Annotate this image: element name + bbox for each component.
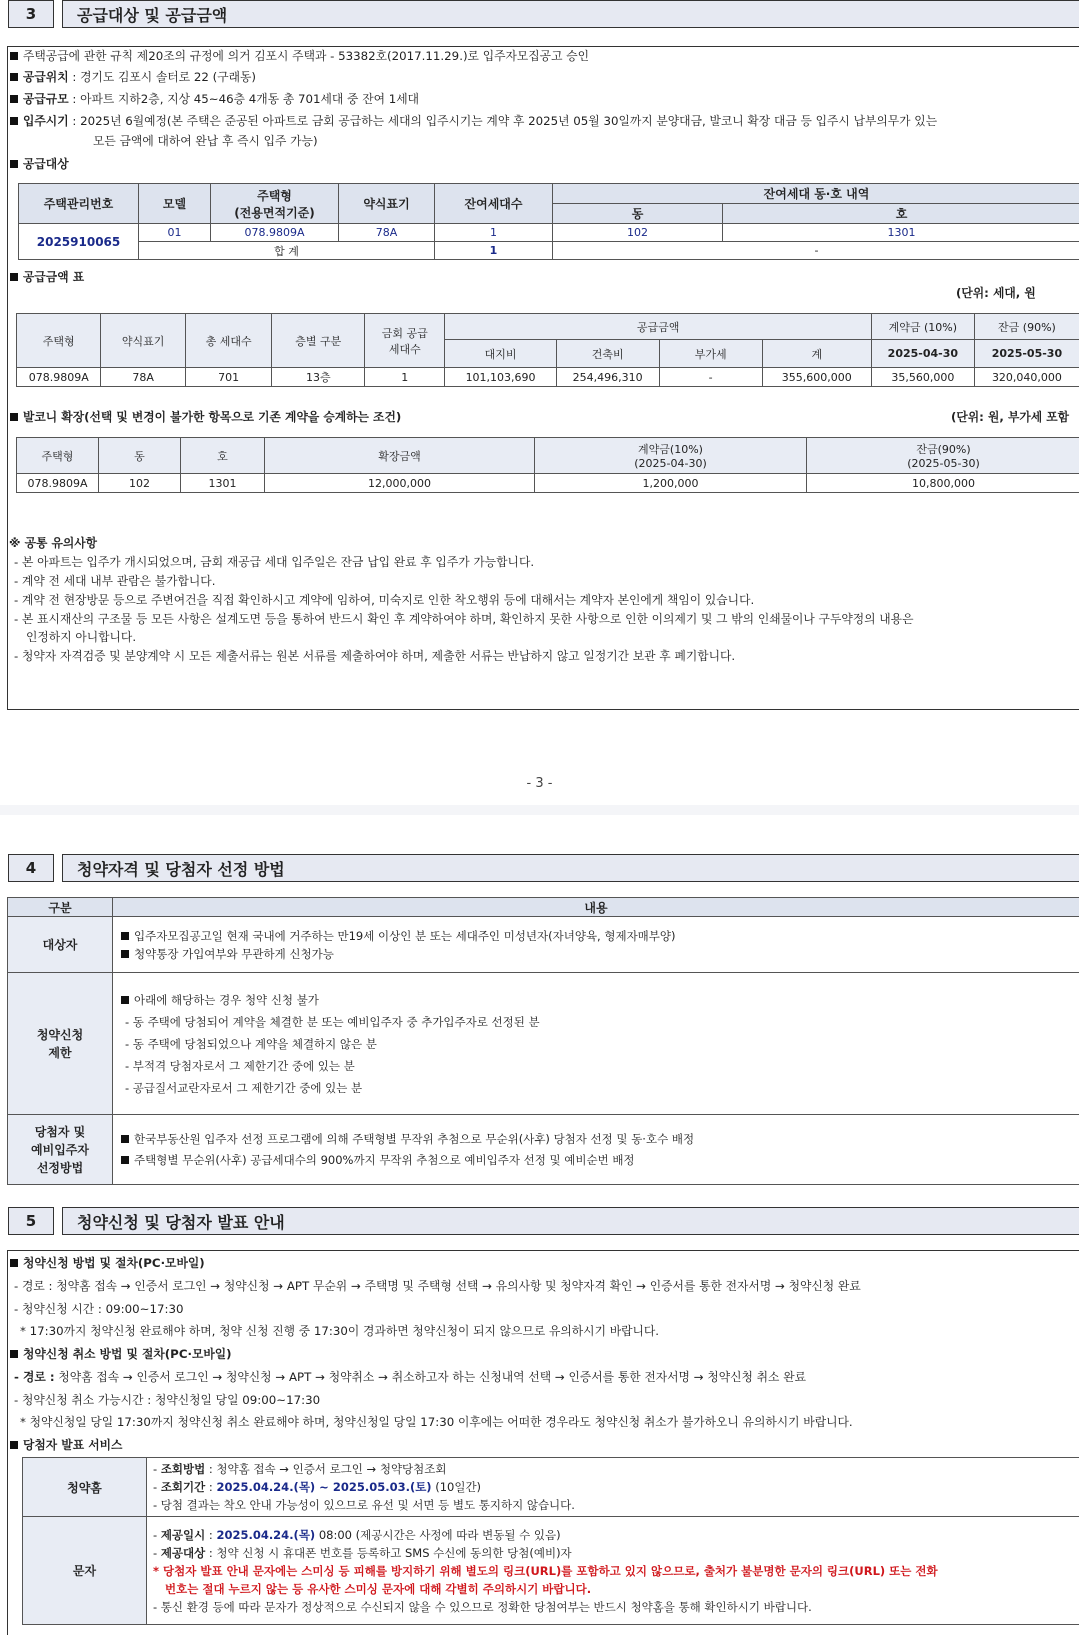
- apply-note: * 17:30까지 청약신청 완료해야 하며, 청약 신청 진행 중 17:30이 경과하면 청약신청이 되지 않으므로 유의하시기 바랍니다.: [20, 1324, 660, 1338]
- cell-sum-label: 합 계: [139, 242, 435, 260]
- row-target-label: 대상자: [8, 917, 113, 973]
- th-type: 주택형 (전용면적기준): [211, 184, 339, 224]
- cell-model: 01: [139, 224, 211, 242]
- scale-line: 공급규모 : 아파트 지하2층, 지상 45~46층 4개동 총 701세대 중 잔여 1세대: [10, 91, 419, 108]
- th-dong: 동: [553, 204, 723, 224]
- section-number: 3: [8, 0, 54, 28]
- th-remaining: 잔여세대수: [435, 184, 553, 224]
- row-target-content: 입주자모집공고일 현재 국내에 거주하는 만19세 이상인 분 또는 세대주인 미성년자(자녀양육, 형제자매부양) 청약통장 가입여부와 무관하게 신청가능: [113, 917, 1079, 973]
- th-land: 대지비: [445, 340, 556, 368]
- move-in-line-2: 모든 금액에 대하여 완납 후 즉시 입주 가능): [93, 134, 318, 148]
- section-5-box: [7, 1250, 1079, 1635]
- th-ho: 호: [181, 438, 265, 474]
- cell-abbr: 78A: [339, 224, 435, 242]
- th-amount: 공급금액: [445, 314, 871, 340]
- row-web-content: - 조회방법 : 청약홈 접속 → 인증서 로그인 → 청약당첨조회 - 조회기간 : 2025.04.24.(목) ~ 2025.05.03.(토) (10일간) - 당첨 결과는 착오 안내 가능성이 있으므로 유선 및 서면 등 별도 통지하지 않습니다.: [147, 1458, 1079, 1517]
- note-1: - 본 아파트는 입주가 개시되었으며, 금회 재공급 세대 입주일은 잔금 납입 완료 후 입주가 가능합니다.: [14, 555, 535, 569]
- row-selection-content: 한국부동산원 입주자 선정 프로그램에 의해 주택형별 무작위 추첨으로 무순위(사후) 당첨자 선정 및 동·호수 배정 주택형별 무순위(사후) 공급세대수의 900%까지 무작위 추첨으로 예비입주자 선정 및 예비순번 배정: [113, 1115, 1079, 1185]
- th-vat: 부가세: [659, 340, 762, 368]
- notes-title: ※ 공통 유의사항: [9, 536, 98, 550]
- th-model: 모델: [139, 184, 211, 224]
- cell-total: 701: [185, 368, 272, 387]
- cell-sum-detail: -: [553, 242, 1079, 260]
- supply-price-table: [16, 313, 1079, 387]
- th-dong: 동: [99, 438, 181, 474]
- th-type: 주택형: [17, 314, 101, 368]
- th-abbr: 약식표기: [339, 184, 435, 224]
- supply-target-table: [18, 183, 1079, 260]
- unit-label-1: (단위: 세대, 원: [956, 286, 1036, 300]
- apply-title: 청약신청 방법 및 절차(PC·모바일): [10, 1255, 205, 1272]
- th-balance-date: 2025-05-30: [974, 340, 1079, 368]
- row-selection-label: 당첨자 및 예비입주자 선정방법: [8, 1115, 113, 1185]
- location-line: 공급위치 : 경기도 김포시 솔터로 22 (구래동): [10, 69, 256, 86]
- cell-count: 1: [365, 368, 445, 387]
- cell-balance: 10,800,000: [807, 474, 1079, 493]
- th-detail: 잔여세대 동·호 내역: [553, 184, 1079, 204]
- page-number: - 3 -: [526, 776, 553, 791]
- section-3-header: [8, 0, 1079, 28]
- cell-ho: 1301: [181, 474, 265, 493]
- row-restriction-label: 청약신청 제한: [8, 973, 113, 1115]
- cell-sum-remaining: 1: [435, 242, 553, 260]
- cancel-time: - 청약신청 취소 가능시간 : 청약신청일 당일 09:00~17:30: [14, 1393, 321, 1407]
- price-table-title: 공급금액 표: [10, 269, 84, 286]
- cell-deposit: 1,200,000: [535, 474, 807, 493]
- th-deposit: 계약금(10%) (2025-04-30): [535, 438, 807, 474]
- cell-floor: 13층: [272, 368, 365, 387]
- section-4-header: [8, 854, 1079, 882]
- balcony-title: 발코니 확장(선택 및 변경이 불가한 항목으로 기존 계약을 승계하는 조건): [10, 409, 401, 426]
- note-2: - 계약 전 세대 내부 관람은 불가합니다.: [14, 574, 216, 588]
- th-house-no: 주택관리번호: [19, 184, 139, 224]
- cell-deposit: 35,560,000: [871, 368, 974, 387]
- th-balance: 잔금(90%) (2025-05-30): [807, 438, 1079, 474]
- row-restriction-content: 아래에 해당하는 경우 청약 신청 불가 - 동 주택에 당첨되어 계약을 체결한 분 또는 예비입주자 중 추가입주자로 선정된 분 - 동 주택에 당첨되었으나 계약을 체결하지 않은 분 - 부적격 당첨자로서 그 제한기간 중에 있는 분 - 공급질서교란자로서 그 제한기간 중에 있는 분: [113, 973, 1079, 1115]
- balcony-table: [16, 437, 1079, 493]
- th-balance: 잔금 (90%): [974, 314, 1079, 340]
- announce-title: 당첨자 발표 서비스: [10, 1437, 122, 1454]
- section-title: 공급대상 및 공급금액: [62, 0, 1079, 28]
- cell-dong: 102: [553, 224, 723, 242]
- cell-sum: 355,600,000: [762, 368, 871, 387]
- row-sms-content: - 제공일시 : 2025.04.24.(목) 08:00 (제공시간은 사정에 따라 변동될 수 있음) - 제공대상 : 청약 신청 시 휴대폰 번호를 등록하고 SMS 수신에 동의한 당첨(예비)자 * 당첨자 발표 안내 문자에는 스미싱 등 피해를 방지하기 위해 별도의 링크(URL)를 포함하고 있지 않으므로, 출처가 불분명한 문자의 링크(URL) 또는 전화 번호는 절대 누르지 않는 등 유사한 스미싱 문자에 대해 각별히 주의하시기 바랍니다. - 통신 환경 등에 따라 문자가 정상적으로 수신되지 않을 수 있으므로 정확한 당첨여부는 반드시 청약홈을 통해 확인하시기 바랍니다.: [147, 1517, 1079, 1625]
- th-ext: 확장금액: [265, 438, 535, 474]
- section-title: 청약자격 및 당첨자 선정 방법: [62, 854, 1079, 882]
- move-in-line: 입주시기 : 2025년 6월예정(본 주택은 준공된 아파트로 금회 공급하는 세대의 입주시기는 계약 후 2025년 05월 30일까지 분양대금, 발코니 확장 대금 등 입주시 납부의무가 있는: [10, 113, 937, 130]
- cell-house-no: 2025910065: [19, 224, 139, 260]
- th-type: 주택형: [17, 438, 99, 474]
- th-building: 건축비: [556, 340, 659, 368]
- cell-type: 078.9809A: [17, 368, 101, 387]
- eligibility-table: [7, 897, 1079, 1185]
- row-sms-label: 문자: [23, 1517, 147, 1625]
- cell-balance: 320,040,000: [974, 368, 1079, 387]
- cell-land: 101,103,690: [445, 368, 556, 387]
- section-number: 4: [8, 854, 54, 882]
- cell-remaining: 1: [435, 224, 553, 242]
- th-count: 금회 공급 세대수: [365, 314, 445, 368]
- cell-ext: 12,000,000: [265, 474, 535, 493]
- th-deposit: 계약금 (10%): [871, 314, 974, 340]
- cancel-title: 청약신청 취소 방법 및 절차(PC·모바일): [10, 1346, 232, 1363]
- note-4: - 본 표시재산의 구조물 등 모든 사항은 설계도면 등을 통하여 반드시 확인 후 계약하여야 하며, 확인하지 못한 사항으로 인한 이의제기 및 그 밖의 인쇄물이나 구두약정의 내용은: [14, 612, 914, 626]
- approval-line: 주택공급에 관한 규칙 제20조의 규정에 의거 김포시 주택과 - 53382호(2017.11.29.)로 입주자모집공고 승인: [10, 48, 589, 65]
- th-total: 총 세대수: [185, 314, 272, 368]
- unit-label-2: (단위: 원, 부가세 포함: [951, 410, 1070, 424]
- note-5: - 청약자 자격검증 및 분양계약 시 모든 제출서류는 원본 서류를 제출하여야 하며, 제출한 서류는 반납하지 않고 일정기간 보관 후 폐기합니다.: [14, 649, 736, 663]
- note-3: - 계약 전 현장방문 등으로 주변여건을 직접 확인하시고 계약에 임하여, 미숙지로 인한 착오행위 등에 대해서는 계약자 본인에게 책임이 있습니다.: [14, 593, 755, 607]
- cell-type: 078.9809A: [211, 224, 339, 242]
- note-4b: 인정하지 아니합니다.: [26, 630, 137, 644]
- th-content: 내용: [113, 898, 1079, 917]
- cancel-note: * 청약신청일 당일 17:30까지 청약신청 취소 완료해야 하며, 청약신청일 당일 17:30 이후에는 어떠한 경우라도 청약신청 취소가 불가하오니 유의하시기 바랍니다.: [20, 1415, 853, 1429]
- supply-target-title: 공급대상: [10, 156, 69, 173]
- apply-route: - 경로 : 청약홈 접속 → 인증서 로그인 → 청약신청 → APT 무순위 → 주택명 및 주택형 선택 → 유의사항 및 청약자격 확인 → 인증서를 통한 전자서명 → 청약신청 완료: [14, 1279, 861, 1293]
- cell-vat: -: [659, 368, 762, 387]
- apply-time: - 청약신청 시간 : 09:00~17:30: [14, 1302, 184, 1316]
- cell-type: 078.9809A: [17, 474, 99, 493]
- th-sum: 계: [762, 340, 871, 368]
- announce-table: [22, 1457, 1079, 1625]
- th-abbr: 약식표기: [101, 314, 185, 368]
- section-title: 청약신청 및 당첨자 발표 안내: [62, 1207, 1079, 1235]
- section-3-box: [7, 46, 1079, 710]
- page-gap: [0, 805, 1079, 815]
- section-number: 5: [8, 1207, 54, 1235]
- th-deposit-date: 2025-04-30: [871, 340, 974, 368]
- cell-abbr: 78A: [101, 368, 185, 387]
- th-floor: 층별 구분: [272, 314, 365, 368]
- th-category: 구분: [8, 898, 113, 917]
- cell-building: 254,496,310: [556, 368, 659, 387]
- section-5-header: [8, 1207, 1079, 1235]
- th-ho: 호: [723, 204, 1079, 224]
- row-web-label: 청약홈: [23, 1458, 147, 1517]
- cell-dong: 102: [99, 474, 181, 493]
- cancel-route: - 경로 : 청약홈 접속 → 인증서 로그인 → 청약신청 → APT → 청약취소 → 취소하고자 하는 신청내역 선택 → 인증서를 통한 전자서명 → 청약신청 취소 완료: [14, 1370, 806, 1384]
- cell-ho: 1301: [723, 224, 1079, 242]
